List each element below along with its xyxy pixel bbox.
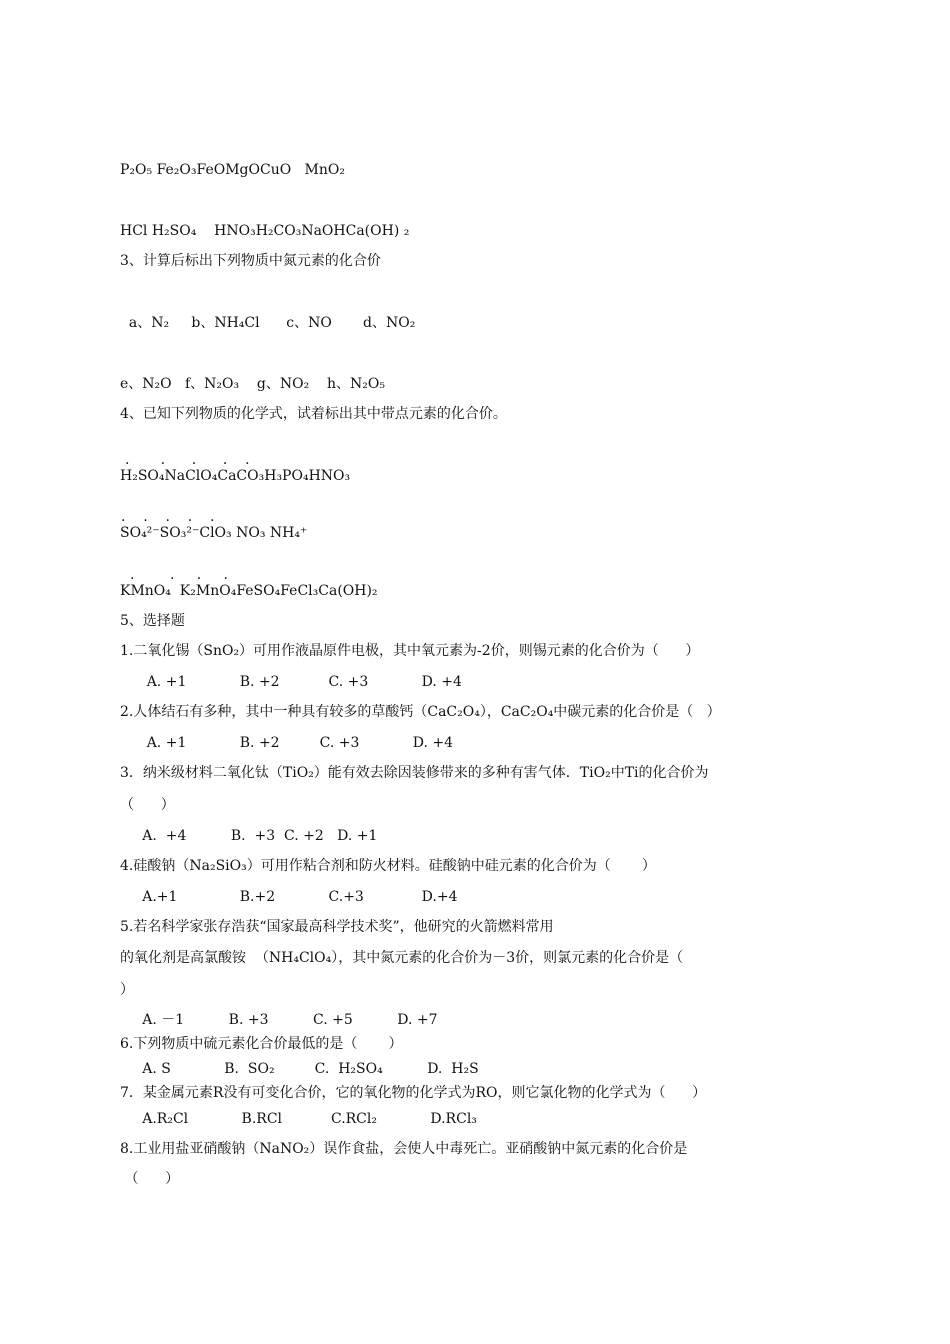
acids-bases-line: HCl H₂SO₄ HNO₃H₂CO₃NaOHCa(OH) ₂ <box>120 223 410 239</box>
mcq-4-stem: 4.硅酸钠（Na₂SiO₃）可用作粘合剂和防火材料。硅酸钠中硅元素的化合价为（ ） <box>120 858 656 874</box>
oxides-line: P₂O₅ Fe₂O₃FeOMgOCuO MnO₂ <box>120 162 345 178</box>
question-4-formulas-row-1: H₂SO₄NaClO₄CaCO₃H₃PO₄HNO₃ <box>120 468 351 484</box>
mcq-3-paren: （ ） <box>120 797 175 813</box>
mcq-6-options: A. S B. SO₂ C. H₂SO₄ D. H₂S <box>120 1061 479 1077</box>
mcq-5-stem-line-3: ） <box>120 982 134 998</box>
emphasis-dots-row-3: . . . . <box>130 567 228 583</box>
emphasis-dots-row-1: . . . . . <box>125 452 250 468</box>
mcq-8-paren: （ ） <box>120 1171 180 1187</box>
mcq-5-stem-line-2: 的氧化剂是高氯酸铵 （NH₄ClO₄），其中氮元素的化合价为－3价，则氯元素的化合价是（ <box>120 950 684 966</box>
mcq-2-options: A. +1 B. +2 C. +3 D. +4 <box>120 735 454 751</box>
emphasis-dots-row-2: . . . . . <box>121 509 215 525</box>
question-4-heading: 4、已知下列物质的化学式，试着标出其中带点元素的化合价。 <box>120 406 507 422</box>
section-5-heading: 5、选择题 <box>120 613 185 629</box>
mcq-4-options: A.+1 B.+2 C.+3 D.+4 <box>120 889 458 905</box>
mcq-6-stem: 6.下列物质中硫元素化合价最低的是（ ） <box>120 1036 403 1052</box>
mcq-3-options: A. +4 B. +3 C. +2 D. +1 <box>120 828 378 844</box>
question-3-items-e-h: e、N₂O f、N₂O₃ g、NO₂ h、N₂O₅ <box>120 376 385 392</box>
question-4-formulas-row-2: SO₄²⁻SO₃²⁻ClO₃ NO₃ NH₄⁺ <box>120 525 308 541</box>
question-3-items-a-d: a、N₂ b、NH₄Cl c、NO d、NO₂ <box>120 315 416 331</box>
mcq-1-stem: 1.二氧化锡（SnO₂）可用作液晶原件电极，其中氧元素为-2价，则锡元素的化合价为（ ） <box>120 643 700 659</box>
mcq-2-stem: 2.人体结石有多种，其中一种具有较多的草酸钙（CaC₂O₄），CaC₂O₄中碳元素的化合价是（ ） <box>120 704 721 720</box>
mcq-1-options: A. +1 B. +2 C. +3 D. +4 <box>120 674 462 690</box>
mcq-7-stem: 7．某金属元素R没有可变化合价，它的氧化物的化学式为RO，则它氯化物的化学式为（ ） <box>120 1085 707 1101</box>
mcq-5-options: A. －1 B. +3 C. +5 D. +7 <box>120 1012 438 1028</box>
mcq-3-stem: 3．纳米级材料二氧化钛（TiO₂）能有效去除因装修带来的多种有害气体．TiO₂中Ti的化合价为 <box>120 765 709 781</box>
mcq-8-stem: 8.工业用盐亚硝酸钠（NaNO₂）误作食盐，会使人中毒死亡。亚硝酸钠中氮元素的化合价是 <box>120 1141 688 1157</box>
question-4-formulas-row-3: KMnO₄ K₂MnO₄FeSO₄FeCl₃Ca(OH)₂ <box>120 583 378 599</box>
mcq-5-stem-line-1: 5.若名科学家张存浩获“国家最高科学技术奖”，他研究的火箭燃料常用 <box>120 919 554 935</box>
question-3-heading: 3、计算后标出下列物质中氮元素的化合价 <box>120 253 381 269</box>
mcq-7-options: A.R₂Cl B.RCl C.RCl₂ D.RCl₃ <box>120 1111 477 1127</box>
